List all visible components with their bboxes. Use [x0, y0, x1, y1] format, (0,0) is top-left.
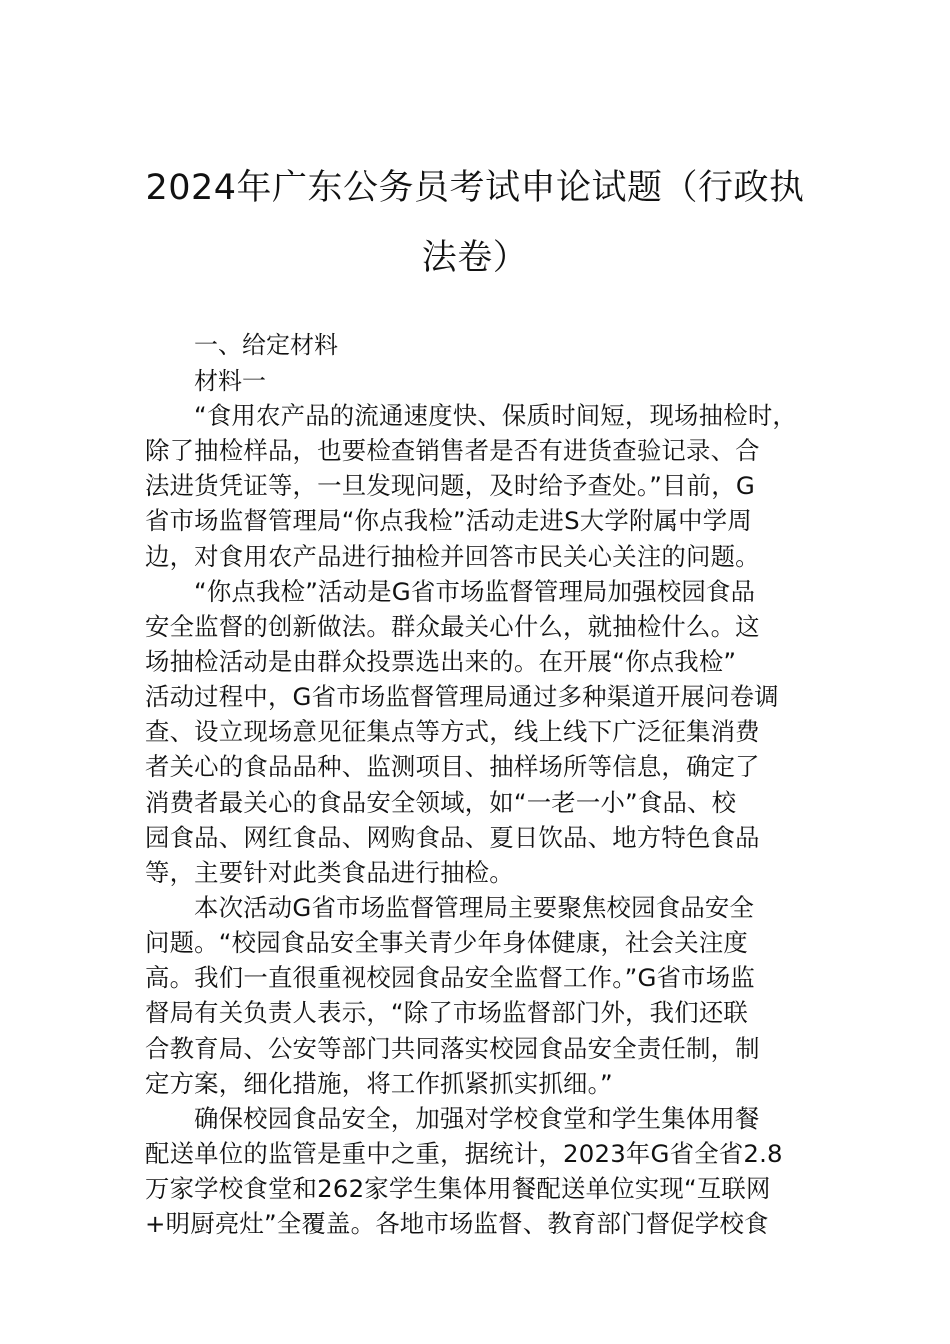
body-line: 督局有关负责人表示，“除了市场监督部门外，我们还联 [145, 998, 749, 1028]
body-line: 者关心的食品品种、监测项目、抽样场所等信息，确定了 [145, 752, 760, 782]
body-line: 定方案，细化措施，将工作抓紧抓实抓细。” [145, 1068, 613, 1098]
document-title-line-2: 法卷） [421, 238, 529, 278]
body-line: 确保校园食品安全，加强对学校食堂和学生集体用餐 [194, 1103, 760, 1133]
body-line: 消费者最关心的食品安全领域，如“一老一小”食品、校 [145, 787, 737, 817]
body-line: 万家学校食堂和262家学生集体用餐配送单位实现“互联网 [145, 1174, 771, 1204]
body-line: 合教育局、公安等部门共同落实校园食品安全责任制，制 [145, 1033, 760, 1063]
body-line: +明厨亮灶”全覆盖。各地市场监督、教育部门督促学校食 [145, 1209, 769, 1239]
material-body [145, 398, 825, 1241]
body-line: 省市场监督管理局“你点我检”活动走进S大学附属中学周 [145, 506, 752, 536]
body-line: “你点我检”活动是G省市场监督管理局加强校园食品 [194, 576, 756, 606]
body-line: 查、设立现场意见征集点等方式，线上线下广泛征集消费 [145, 717, 760, 747]
body-line: 除了抽检样品，也要检查销售者是否有进货查验记录、合 [145, 436, 760, 466]
body-line: 边，对食用农产品进行抽检并回答市民关心关注的问题。 [145, 541, 760, 571]
body-line: 活动过程中，G省市场监督管理局通过多种渠道开展问卷调 [145, 682, 779, 712]
body-line: “食用农产品的流通速度快、保质时间短，现场抽检时， [194, 401, 798, 430]
body-line: 等，主要针对此类食品进行抽检。 [145, 857, 514, 887]
body-line: 场抽检活动是由群众投票选出来的。在开展“你点我检” [145, 646, 737, 676]
document-title-line-1: 2024年广东公务员考试申论试题（行政执 [145, 168, 805, 208]
body-line: 本次活动G省市场监督管理局主要聚焦校园食品安全 [194, 892, 755, 922]
body-line: 法进货凭证等，一旦发现问题，及时给予查处。”目前，G [145, 471, 755, 501]
body-line: 园食品、网红食品、网购食品、夏日饮品、地方特色食品 [145, 822, 760, 852]
body-line: 安全监督的创新做法。群众最关心什么，就抽检什么。这 [145, 611, 760, 641]
body-line: 问题。“校园食品安全事关青少年身体健康，社会关注度 [145, 928, 749, 958]
material-heading: 材料一 [194, 367, 266, 395]
section-heading: 一、给定材料 [194, 331, 338, 359]
body-line: 高。我们一直很重视校园食品安全监督工作。”G省市场监 [145, 963, 755, 993]
body-line: 配送单位的监管是重中之重，据统计，2023年G省全省2.8 [145, 1138, 783, 1168]
